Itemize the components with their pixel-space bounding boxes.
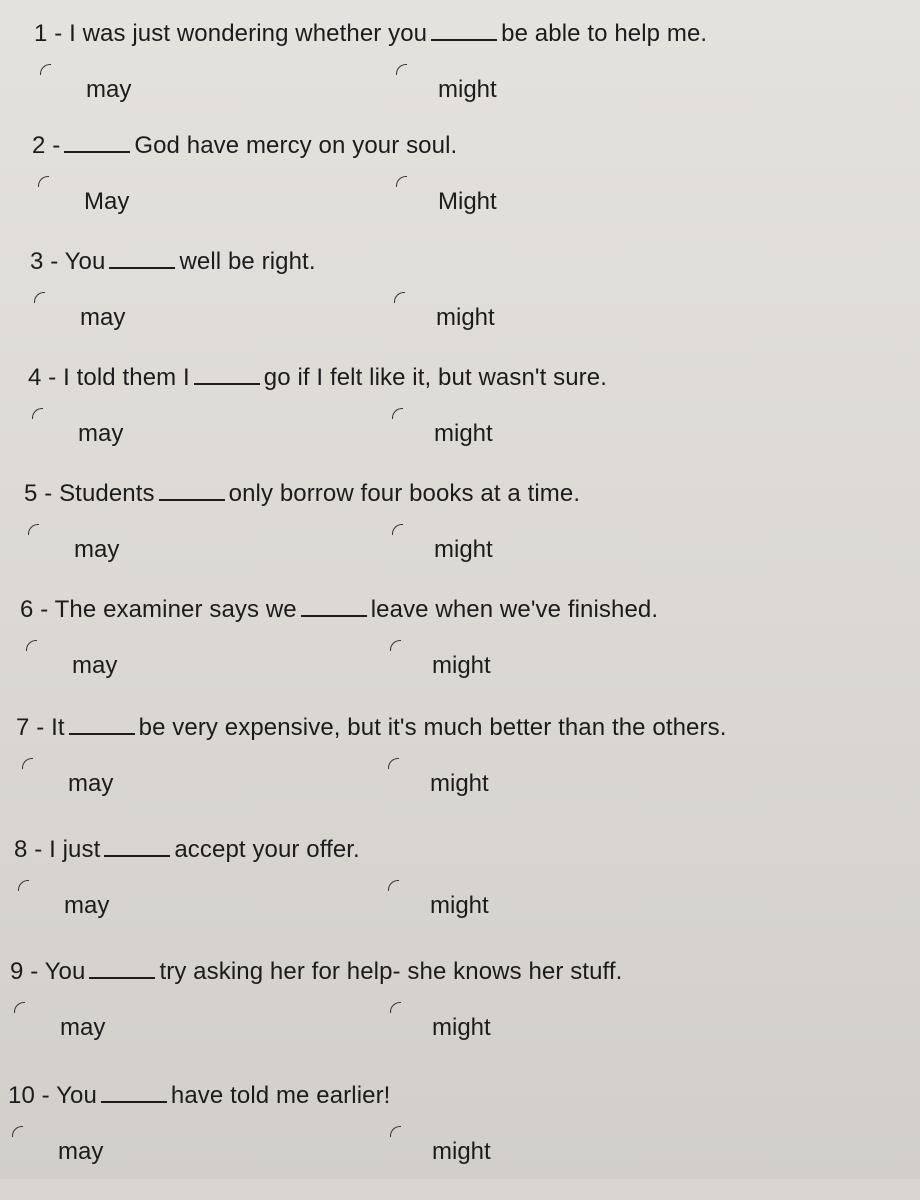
option-b-label: Might (438, 188, 497, 215)
option-a-label: may (80, 304, 126, 331)
option-b-label: might (438, 76, 497, 103)
option-a-label: may (68, 770, 114, 797)
stem-after: try asking her for help- she knows her stuff. (159, 958, 623, 985)
question-stem (10, 958, 622, 986)
radio-button-icon[interactable] (34, 292, 45, 303)
radio-button-icon[interactable] (12, 1126, 23, 1137)
stem-before: 4 - I told them I (28, 364, 190, 391)
stem-after: be very expensive, but it's much better than the others. (138, 714, 727, 741)
question-7 (0, 714, 920, 832)
radio-button-icon[interactable] (390, 640, 401, 651)
radio-button-icon[interactable] (390, 1002, 401, 1013)
option-b-label: might (436, 304, 495, 331)
option-a-label: may (60, 1014, 106, 1041)
stem-before: 10 - You (8, 1082, 97, 1109)
stem-after: well be right. (179, 248, 316, 275)
answer-blank (64, 133, 130, 153)
radio-button-icon[interactable] (392, 408, 403, 419)
answer-blank (104, 837, 170, 857)
option-a-label: may (78, 420, 124, 447)
stem-after: have told me earlier! (170, 1082, 391, 1109)
radio-button-icon[interactable] (26, 640, 37, 651)
question-stem (24, 480, 580, 508)
stem-before: 5 - Students (24, 480, 155, 507)
stem-before: 9 - You (10, 958, 86, 985)
stem-before: 1 - I was just wondering whether you (34, 20, 428, 47)
question-stem (30, 248, 316, 276)
radio-button-icon[interactable] (388, 880, 399, 891)
answer-blank (101, 1083, 167, 1103)
question-stem (28, 364, 607, 392)
question-stem (14, 836, 360, 864)
radio-button-icon[interactable] (396, 64, 407, 75)
answer-blank (69, 715, 135, 735)
radio-button-icon[interactable] (394, 292, 405, 303)
option-b-label: might (432, 1014, 491, 1041)
stem-after: be able to help me. (501, 20, 708, 47)
question-1 (0, 20, 920, 138)
answer-blank (109, 249, 175, 269)
stem-after: accept your offer. (174, 836, 360, 863)
option-b-label: might (432, 652, 491, 679)
option-b-label: might (434, 420, 493, 447)
stem-after: go if I felt like it, but wasn't sure. (263, 364, 607, 391)
option-a-label: May (84, 188, 130, 215)
question-8 (0, 836, 920, 954)
question-4 (0, 364, 920, 482)
option-a-label: may (86, 76, 132, 103)
answer-blank (431, 21, 497, 41)
question-stem (20, 596, 658, 624)
option-b-label: might (430, 892, 489, 919)
radio-button-icon[interactable] (22, 758, 33, 769)
answer-blank (301, 597, 367, 617)
question-stem (34, 20, 707, 48)
question-10 (0, 1082, 920, 1200)
stem-before: 3 - You (30, 248, 106, 275)
question-3 (0, 248, 920, 366)
question-stem (8, 1082, 390, 1110)
stem-after: only borrow four books at a time. (228, 480, 581, 507)
option-b-label: might (434, 536, 493, 563)
radio-button-icon[interactable] (38, 176, 49, 187)
answer-blank (194, 365, 260, 385)
option-a-label: may (72, 652, 118, 679)
radio-button-icon[interactable] (396, 176, 407, 187)
option-a-label: may (64, 892, 110, 919)
radio-button-icon[interactable] (28, 524, 39, 535)
stem-after: God have mercy on your soul. (134, 132, 458, 159)
radio-button-icon[interactable] (388, 758, 399, 769)
radio-button-icon[interactable] (32, 408, 43, 419)
radio-button-icon[interactable] (40, 64, 51, 75)
radio-button-icon[interactable] (14, 1002, 25, 1013)
option-a-label: may (58, 1138, 104, 1165)
question-stem (32, 132, 457, 160)
question-9 (0, 958, 920, 1076)
option-a-label: may (74, 536, 120, 563)
question-stem (16, 714, 726, 742)
answer-blank (159, 481, 225, 501)
stem-before: 8 - I just (14, 836, 101, 863)
radio-button-icon[interactable] (392, 524, 403, 535)
radio-button-icon[interactable] (390, 1126, 401, 1137)
question-5 (0, 480, 920, 598)
question-2 (0, 132, 920, 250)
stem-before: 7 - It (16, 714, 65, 741)
option-b-label: might (430, 770, 489, 797)
answer-blank (89, 959, 155, 979)
radio-button-icon[interactable] (18, 880, 29, 891)
option-b-label: might (432, 1138, 491, 1165)
stem-before: 6 - The examiner says we (20, 596, 297, 623)
question-6 (0, 596, 920, 714)
stem-before: 2 - (32, 132, 61, 159)
stem-after: leave when we've finished. (370, 596, 659, 623)
